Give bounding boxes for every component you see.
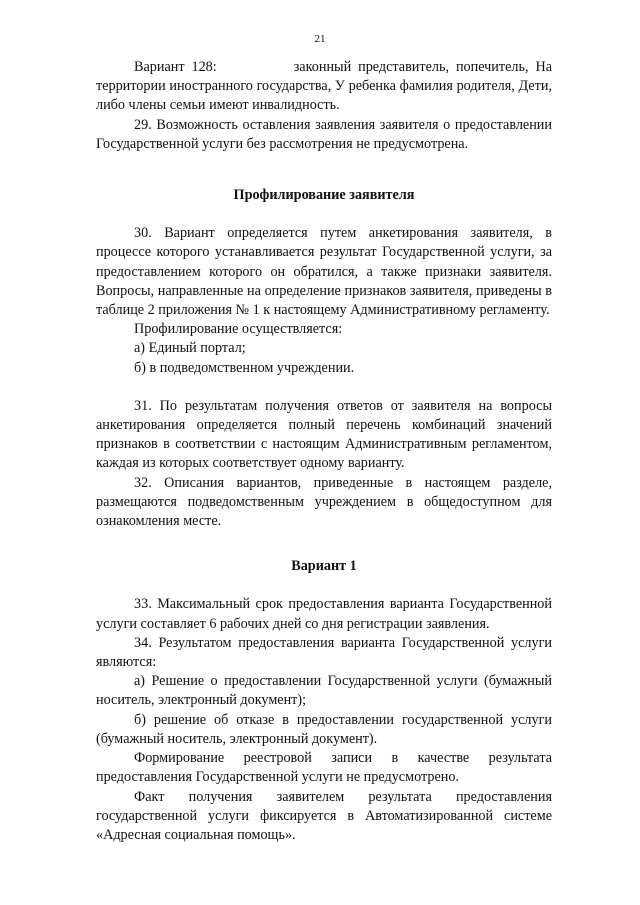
paragraph-34: 34. Результатом предоставления варианта Государственной услуги являются: (96, 634, 552, 671)
page-number: 21 (314, 33, 326, 45)
section-heading-profiling: Профилирование заявителя (233, 187, 415, 204)
section-heading-variant-1: Вариант 1 (291, 558, 357, 575)
paragraph-34-item-b: б) решение об отказе в предоставлении государственной услуги (бумажный носитель, электронный документ). (96, 711, 552, 747)
profiling-item-a: а) Единый портал; (134, 340, 246, 357)
variant-128-paragraph (96, 58, 552, 116)
paragraph-34-item-a: а) Решение о предоставлении Государственной услуги (бумажный носитель, электронный документ); (96, 673, 552, 709)
document-body (96, 58, 552, 845)
paragraph-registry-record: Формирование реестровой записи в качестве результата предоставления Государственной услуги не предусмотрено. (96, 750, 552, 786)
paragraph-29: 29. Возможность оставления заявления заявителя о предоставлении Государственной услуги без рассмотрения не предусмотрена. (96, 116, 552, 152)
paragraph-result-fact: Факт получения заявителем результата предоставления государственной услуги фиксируется в Автоматизированной системе «Адресная социальная помощь». (96, 788, 552, 843)
paragraph-32: 32. Описания вариантов, приведенные в настоящем разделе, размещаются подведомственным учреждением в общедоступном для ознакомления месте. (96, 474, 552, 530)
variant-128-label: Вариант 128: (134, 59, 217, 75)
profiling-item-b: б) в подведомственном учреждении. (134, 359, 355, 376)
profiling-intro: Профилирование осуществляется: (134, 321, 343, 338)
paragraph-31: 31. По результатам получения ответов от заявителя на вопросы анкетирования определяется полный перечень комбинаций значений признаков в соответствии с настоящим Административным регламентом, каждая из которых соответствует одному варианту. (96, 397, 552, 472)
paragraph-30: 30. Вариант определяется путем анкетирования заявителя, в процессе которого устанавливается результат Государственной услуги, за предоставлением которого он обратился, а также признаки заявителя. Вопросы, направленные на определение признаков заявителя, приведены в таблице 2 приложения № 1 к настоящему Административному регламенту. (96, 225, 552, 319)
paragraph-33: 33. Максимальный срок предоставления варианта Государственной услуги составляет 6 рабочих дней со дня регистрации заявления. (96, 596, 552, 632)
variant-128-text: законный представитель, попечитель, На территории иностранного государства, У ребенка фамилия родителя, Дети, либо члены семьи имеют инвалидность. (96, 59, 552, 114)
